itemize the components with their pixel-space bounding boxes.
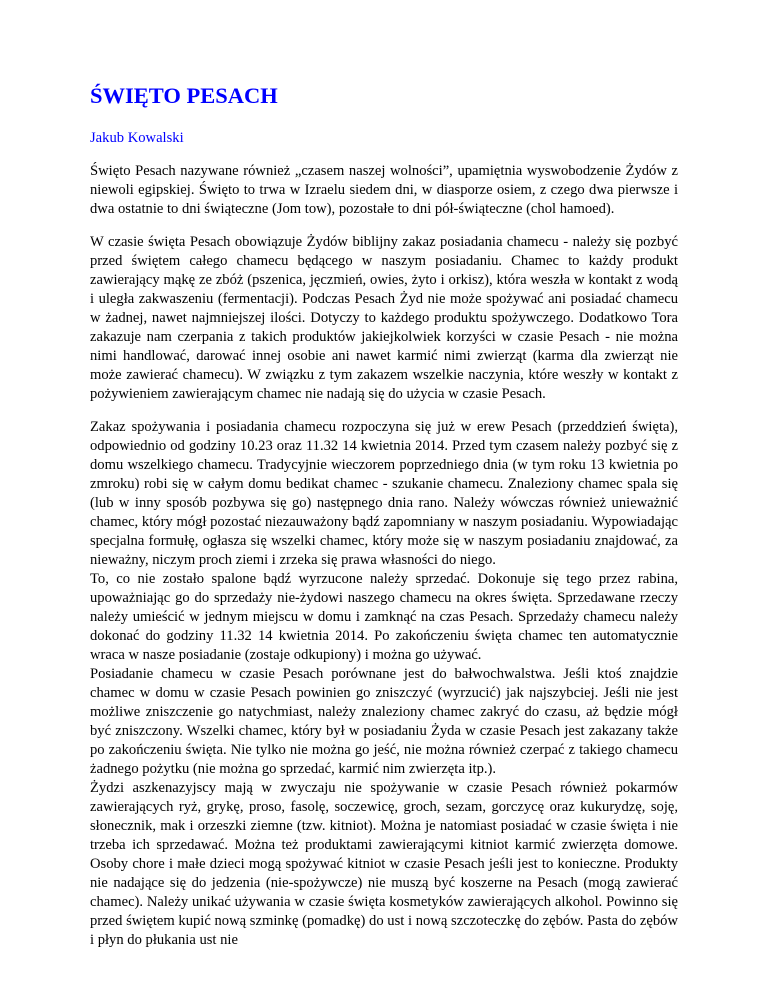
paragraph-kitniot: Żydzi aszkenazyjscy mają w zwyczaju nie spożywanie w czasie Pesach również pokarmów zawierających ryż, grykę, proso, fasolę, soczewicę, groch, sezam, gorczycę oraz kukurydzę, soję, słonecznik, mak i orzeszki ziemne (tzw. kitniot). Można je natomiast posiadać w czasie święta i nie trzeba ich sprzedawać. Można też produktami zawierającymi kitniot karmić zwierzęta domowe. Osoby chore i małe dzieci mogą spożywać kitniot w czasie Pesach jeśli jest to konieczne. Produkty nie nadające się do jedzenia (nie-spożywcze) nie muszą być koszerne na Pesach (mogą zawierać chamec). Należy unikać używania w czasie święta kosmetyków zawierających alkohol. Powinno się przed świętem kupić nową szminkę (pomadkę) do ust i nową szczoteczkę do zębów. Pasta do zębów i płyn do płukania ust nie: [90, 780, 678, 948]
paragraph-erew-pesach: Zakaz spożywania i posiadania chamecu rozpoczyna się już w erew Pesach (przeddzień święta), odpowiednio od godziny 10.23 oraz 11.32 14 kwietnia 2014. Przed tym czasem należy pozbyć się z domu wszelkiego chamecu. Tradycyjnie wieczorem poprzedniego dnia (w tym roku 13 kwietnia po zmroku) robi się w całym domu bedikat chamec - szukanie chamecu. Znaleziony chamec spala się (lub w inny sposób pozbywa się go) następnego dnia rano. Należy wówczas również unieważnić chamec, który mógł pozostać niezauważony bądź zapomniany w naszym posiadaniu. Wypowiadając specjalna formułę, ogłasza się wszelki chamec, który może się w naszym posiadaniu znajdować, za nieważny, niczym proch ziemi i zrzeka się prawa własności do niego.: [90, 419, 678, 568]
document-page: [90, 82, 678, 950]
document-title: ŚWIĘTO PESACH: [90, 83, 278, 108]
paragraph-chamec-ban: W czasie święta Pesach obowiązuje Żydów biblijny zakaz posiadania chamecu - należy się pozbyć przed świętem całego chamecu będącego w naszym posiadaniu. Chamec to każdy produkt zawierający mąkę ze zbóż (pszenica, jęczmień, owies, żyto i orkisz), która weszła w kontakt z wodą i uległa zakwaszeniu (fermentacji). Podczas Pesach Żyd nie może spożywać ani posiadać chamecu w żadnej, nawet najmniejszej ilości. Dotyczy to każdego produktu spożywczego. Dodatkowo Tora zakazuje nam czerpania z takich produktów jakiejkolwiek korzyści w czasie Pesach - nie można nimi handlować, darować innej osobie ani nawet karmić nimi zwierząt (karma dla zwierząt nie może zawierać chamecu). W związku z tym zakazem wszelkie naczynia, które weszły w kontakt z pożywieniem zawierającym chamec nie nadają się do użycia w czasie Pesach.: [90, 234, 678, 402]
paragraph-idolatry: Posiadanie chamecu w czasie Pesach porównane jest do bałwochwalstwa. Jeśli ktoś znajdzie chamec w domu w czasie Pesach powinien go zniszczyć (wyrzucić) jak najszybciej. Jeśli nie jest możliwe zniszczenie go natychmiast, należy znaleziony chamec zakryć do czasu, aż będzie mógł być zniszczony. Wszelki chamec, który był w posiadaniu Żyda w czasie Pesach jest zakazany także po zakończeniu święta. Nie tylko nie można go jeść, nie można również czerpać z takiego chamecu żadnego pożytku (nie można go sprzedać, karmić nim zwierzęta itp.).: [90, 666, 678, 777]
author-name: Jakub Kowalski: [90, 130, 184, 146]
paragraph-sale: To, co nie zostało spalone bądź wyrzucone należy sprzedać. Dokonuje się tego przez rabina, upoważniając go do sprzedaży nie-żydowi naszego chamecu na okres święta. Sprzedawane rzeczy należy umieścić w jednym miejscu w domu i zamknąć na czas Pesach. Sprzedaży chamecu należy dokonać do godziny 11.32 14 kwietnia 2014. Po zakończeniu święta chamec ten automatycznie wraca w nasze posiadanie (zostaje odkupiony) i można go używać.: [90, 571, 678, 663]
paragraph-intro: Święto Pesach nazywane również „czasem naszej wolności”, upamiętnia wyswobodzenie Żydów z niewoli egipskiej. Święto to trwa w Izraelu siedem dni, w diasporze osiem, z czego dwa pierwsze i dwa ostatnie to dni świąteczne (Jom tow), pozostałe to dni pół-świąteczne (chol hamoed).: [90, 163, 678, 217]
